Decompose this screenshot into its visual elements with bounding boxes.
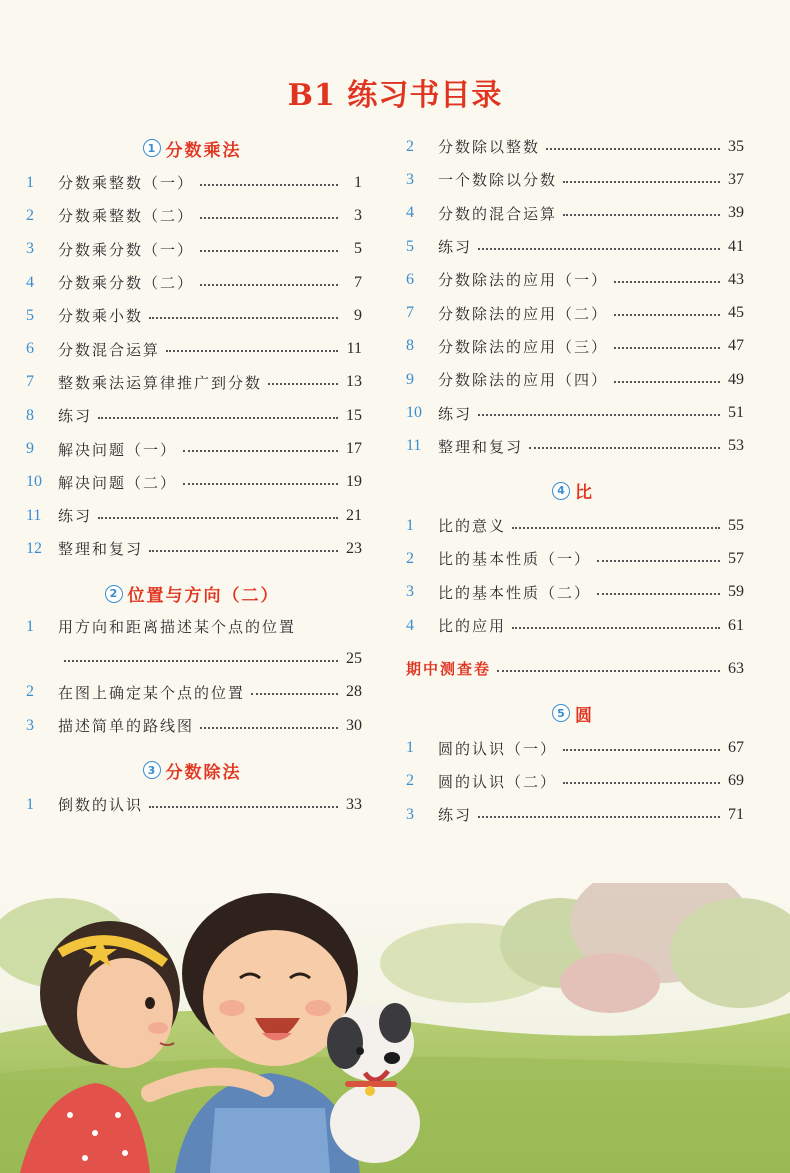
- toc-entry[interactable]: [22, 399, 362, 432]
- toc-entry[interactable]: [402, 509, 744, 542]
- entry-page: 51: [728, 404, 744, 422]
- unit-heading: [22, 752, 362, 788]
- toc-left-column: [22, 130, 362, 821]
- entry-label: 分数乘分数（一）: [58, 240, 195, 259]
- entry-number: 1: [406, 739, 414, 757]
- toc-entry[interactable]: [402, 430, 744, 463]
- entry-label: 解决问题（二）: [58, 473, 178, 492]
- entry-number: 5: [406, 237, 414, 255]
- entry-number: 3: [406, 583, 414, 601]
- entry-page: 13: [346, 373, 362, 391]
- leader-dots: [614, 314, 720, 316]
- entry-page: 45: [728, 304, 744, 322]
- entry-label: 分数乘分数（二）: [58, 274, 195, 293]
- midterm-exam-entry[interactable]: [402, 652, 744, 685]
- leader-dots: [268, 383, 338, 385]
- entry-label: 比的基本性质（一）: [438, 550, 592, 569]
- leader-dots: [614, 347, 720, 349]
- leader-dots: [200, 250, 338, 252]
- leader-dots: [149, 806, 338, 808]
- entry-page: 28: [346, 683, 362, 701]
- entry-number: 9: [406, 370, 414, 388]
- toc-entry[interactable]: [22, 709, 362, 742]
- entry-page: 69: [728, 772, 744, 790]
- entry-page: 59: [728, 583, 744, 601]
- entry-label: 用方向和距离描述某个点的位置: [58, 618, 297, 637]
- toc-entry[interactable]: [22, 499, 362, 532]
- toc-entry[interactable]: [402, 296, 744, 329]
- leader-dots: [149, 550, 338, 552]
- entry-label: 分数除法的应用（四）: [438, 371, 609, 390]
- entry-label: 分数混合运算: [58, 340, 161, 359]
- entry-label: 一个数除以分数: [438, 171, 558, 190]
- toc-entry[interactable]: [22, 532, 362, 565]
- unit-heading: [22, 130, 362, 166]
- entry-page: 11: [346, 340, 362, 358]
- entry-page: 3: [354, 206, 362, 224]
- unit-title: 位置与方向（二）: [127, 586, 280, 607]
- children-with-puppy-illustration: [0, 883, 790, 1173]
- unit-number-badge: 3: [143, 761, 161, 779]
- entry-number: 10: [406, 404, 422, 422]
- entry-number: 2: [406, 772, 414, 790]
- entry-number: 11: [406, 437, 422, 455]
- toc-entry[interactable]: [402, 798, 744, 831]
- entry-page: 55: [728, 516, 744, 534]
- toc-entry[interactable]: [22, 366, 362, 399]
- entry-number: 4: [26, 273, 34, 291]
- toc-entry[interactable]: [402, 576, 744, 609]
- entry-number: 3: [26, 716, 34, 734]
- entry-number: 4: [406, 616, 414, 634]
- entry-page: 7: [354, 273, 362, 291]
- leader-dots: [183, 450, 338, 452]
- toc-entry[interactable]: [22, 612, 362, 642]
- leader-dots: [200, 217, 338, 219]
- leader-dots: [251, 693, 338, 695]
- leader-dots: [497, 670, 720, 672]
- entry-page: 49: [728, 370, 744, 388]
- entry-label: 练习: [438, 238, 473, 257]
- unit-number-badge: 2: [105, 585, 123, 603]
- entry-label: 练习: [58, 507, 93, 526]
- unit-title: 分数乘法: [165, 140, 242, 161]
- unit-heading: [22, 576, 362, 612]
- entry-number: 1: [26, 617, 34, 635]
- entry-label: 圆的认识（二）: [438, 772, 558, 791]
- entry-label: 整理和复习: [58, 540, 144, 559]
- entry-page: 71: [728, 805, 744, 823]
- entry-page: 21: [346, 506, 362, 524]
- leader-dots: [200, 284, 338, 286]
- entry-number: 7: [406, 304, 414, 322]
- entry-number: 4: [406, 204, 414, 222]
- unit-title: 圆: [575, 705, 594, 726]
- entry-label: 期中测查卷: [406, 660, 492, 679]
- entry-label: 分数除法的应用（三）: [438, 337, 609, 356]
- entry-page: 15: [346, 406, 362, 424]
- leader-dots: [563, 782, 720, 784]
- toc-entry[interactable]: [22, 299, 362, 332]
- toc-entry[interactable]: [22, 332, 362, 365]
- toc-entry[interactable]: [22, 266, 362, 299]
- entry-page: 39: [728, 204, 744, 222]
- toc-entry[interactable]: [402, 130, 744, 163]
- entry-page: 9: [354, 306, 362, 324]
- entry-page: 43: [728, 270, 744, 288]
- entry-label: 练习: [438, 806, 473, 825]
- entry-label: 倒数的认识: [58, 796, 144, 815]
- toc-entry[interactable]: [402, 609, 744, 642]
- entry-number: 5: [26, 306, 34, 324]
- entry-number: 3: [406, 170, 414, 188]
- entry-number: 1: [26, 795, 34, 813]
- entry-label: 分数乘小数: [58, 307, 144, 326]
- entry-number: 6: [406, 270, 414, 288]
- toc-entry[interactable]: [22, 432, 362, 465]
- leader-dots: [64, 660, 338, 662]
- leader-dots: [200, 184, 338, 186]
- entry-page: 63: [728, 659, 744, 677]
- entry-label: 整数乘法运算律推广到分数: [58, 373, 263, 392]
- unit-heading: [402, 473, 744, 509]
- entry-page: 5: [354, 240, 362, 258]
- toc-entry[interactable]: [402, 163, 744, 196]
- entry-page: 47: [728, 337, 744, 355]
- entry-page: 19: [346, 473, 362, 491]
- entry-number: 6: [26, 340, 34, 358]
- unit-title: 比: [575, 483, 594, 504]
- entry-page: 23: [346, 539, 362, 557]
- entry-label: 分数除法的应用（二）: [438, 304, 609, 323]
- entry-number: 8: [26, 406, 34, 424]
- entry-label: 比的应用: [438, 617, 507, 635]
- leader-dots: [512, 627, 720, 629]
- unit-number-badge: 1: [143, 139, 161, 157]
- entry-label: 分数除法的应用（一）: [438, 271, 609, 290]
- entry-number: 1: [406, 516, 414, 534]
- entry-page: 30: [346, 716, 362, 734]
- entry-label: 练习: [438, 404, 473, 423]
- toc-entry[interactable]: [402, 396, 744, 429]
- entry-number: 10: [26, 473, 42, 491]
- toc-entry[interactable]: [22, 788, 362, 821]
- leader-dots: [546, 148, 720, 150]
- entry-number: 9: [26, 440, 34, 458]
- entry-label: 描述简单的路线图: [58, 717, 195, 735]
- entry-page: 25: [346, 649, 362, 667]
- entry-page: 67: [728, 739, 744, 757]
- entry-number: 2: [406, 549, 414, 567]
- leader-dots: [478, 816, 720, 818]
- unit-heading: [402, 695, 744, 731]
- entry-label: 比的基本性质（二）: [438, 583, 592, 602]
- toc-entry[interactable]: [402, 263, 744, 296]
- toc-entry[interactable]: [22, 676, 362, 709]
- entry-page: 53: [728, 437, 744, 455]
- toc-entry[interactable]: [402, 542, 744, 575]
- entry-label: 分数的混合运算: [438, 204, 558, 223]
- unit-number-badge: 5: [552, 704, 570, 722]
- entry-number: 2: [406, 137, 414, 155]
- toc-entry[interactable]: [22, 166, 362, 199]
- leader-dots: [563, 749, 720, 751]
- leader-dots: [614, 381, 720, 383]
- entry-page: 37: [728, 170, 744, 188]
- toc-entry[interactable]: [22, 466, 362, 499]
- leader-dots: [563, 181, 720, 183]
- leader-dots: [512, 527, 720, 529]
- entry-page: 41: [728, 237, 744, 255]
- toc-entry[interactable]: [22, 233, 362, 266]
- toc-entry[interactable]: [402, 330, 744, 363]
- leader-dots: [614, 281, 720, 283]
- entry-label: 解决问题（一）: [58, 440, 178, 459]
- leader-dots: [98, 517, 338, 519]
- leader-dots: [529, 447, 720, 449]
- entry-number: 12: [26, 539, 42, 557]
- entry-number: 2: [26, 206, 34, 224]
- entry-page: 33: [346, 795, 362, 813]
- leader-dots: [98, 417, 338, 419]
- toc-entry[interactable]: [402, 363, 744, 396]
- entry-page: 35: [728, 137, 744, 155]
- toc-entry[interactable]: [402, 197, 744, 230]
- entry-label: 分数除以整数: [438, 138, 541, 157]
- entry-number: 2: [26, 683, 34, 701]
- unit-title: 分数除法: [165, 762, 242, 783]
- entry-number: 8: [406, 337, 414, 355]
- toc-entry[interactable]: [402, 731, 744, 764]
- leader-dots: [149, 317, 338, 319]
- leader-dots: [200, 727, 338, 729]
- entry-page: 57: [728, 549, 744, 567]
- entry-label: 比的意义: [438, 517, 507, 536]
- unit-number-badge: 4: [552, 482, 570, 500]
- leader-dots: [597, 593, 720, 595]
- leader-dots: [563, 214, 720, 216]
- entry-number: 11: [26, 506, 42, 524]
- entry-number: 3: [26, 240, 34, 258]
- toc-entry[interactable]: [402, 230, 744, 263]
- entry-page: 1: [354, 173, 362, 191]
- entry-label: 圆的认识（一）: [438, 739, 558, 758]
- leader-dots: [183, 483, 338, 485]
- leader-dots: [478, 248, 720, 250]
- entry-page: 61: [728, 616, 744, 634]
- leader-dots: [597, 560, 720, 562]
- leader-dots: [478, 414, 720, 416]
- entry-label: 整理和复习: [438, 437, 524, 456]
- leader-dots: [166, 350, 338, 352]
- entry-label: 在图上确定某个点的位置: [58, 683, 246, 702]
- toc-right-column: [402, 130, 744, 831]
- toc-entry[interactable]: [402, 765, 744, 798]
- toc-entry-continuation[interactable]: [22, 642, 362, 676]
- entry-number: 1: [26, 173, 34, 191]
- entry-label: 练习: [58, 407, 93, 426]
- page-title: B1 练习书目录: [287, 78, 503, 113]
- entry-label: 分数乘整数（一）: [58, 174, 195, 193]
- entry-label: 分数乘整数（二）: [58, 207, 195, 226]
- toc-entry[interactable]: [22, 199, 362, 232]
- entry-number: 7: [26, 373, 34, 391]
- entry-page: 17: [346, 440, 362, 458]
- entry-number: 3: [406, 805, 414, 823]
